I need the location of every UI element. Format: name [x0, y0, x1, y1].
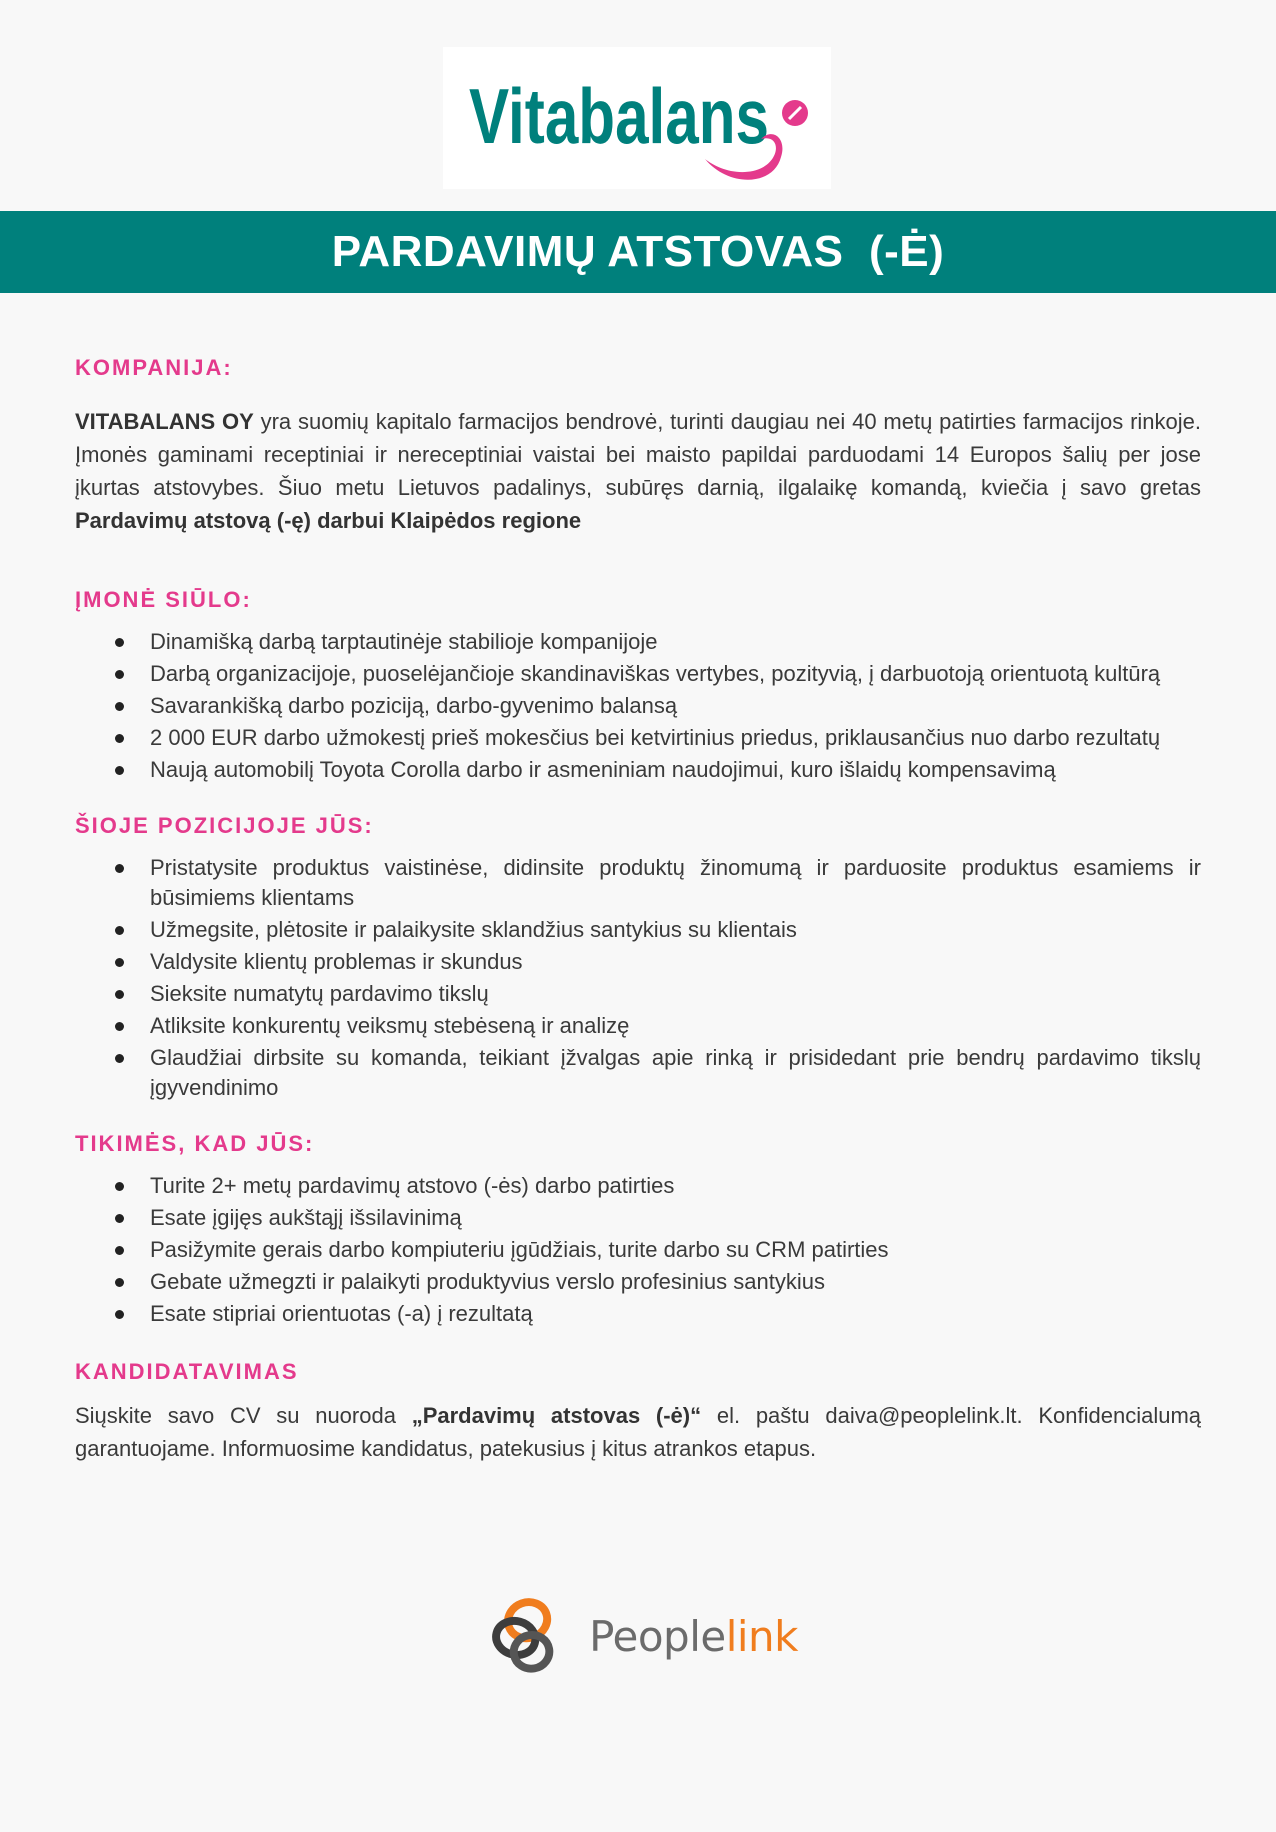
company-body: yra suomių kapitalo farmacijos bendrovė, turinti daugiau nei 40 metų patirties farmacijos rinkoje. Įmonės gaminami receptiniai ir nereceptiniai vaistai bei maisto papildai parduodami 14 Europos šalių per jose įkurtas atstovybes. Šiuo metu Lietuvos padalinys, subūręs darnią, ilgalaikę komandą, kviečia į savo gretas	[75, 409, 1201, 500]
company-heading: KOMPANIJA:	[75, 355, 233, 380]
bullet-icon	[115, 638, 124, 647]
title-banner	[0, 211, 1276, 293]
offers-list	[75, 627, 1201, 785]
bullet-icon	[115, 766, 124, 775]
peoplelink-logo-icon	[488, 1594, 567, 1678]
position-list	[75, 853, 1201, 1103]
list-item: Valdysite klientų problemas ir skundus	[75, 947, 1201, 977]
bullet-icon	[115, 734, 124, 743]
bullet-icon	[115, 702, 124, 711]
bullet-icon	[115, 990, 124, 999]
list-item: Sieksite numatytų pardavimo tikslų	[75, 979, 1201, 1009]
vitabalans-logo-icon	[443, 47, 831, 189]
list-item: Dinamišką darbą tarptautinėje stabilioje kompanijoje	[75, 627, 1201, 657]
logo-wordmark: Vitabalans	[469, 72, 769, 160]
bullet-icon	[115, 864, 124, 873]
bullet-icon	[115, 1214, 124, 1223]
company-description	[75, 405, 1201, 537]
vitabalans-logo	[443, 47, 831, 189]
list-item: 2 000 EUR darbo užmokestį prieš mokesčius bei ketvirtinius priedus, priklausančius nuo darbo rezultatų	[75, 723, 1201, 753]
peoplelink-logo	[488, 1593, 798, 1679]
expect-list	[75, 1171, 1201, 1329]
position-title-bold: Pardavimų atstovą (-ę) darbui Klaipėdos regione	[75, 508, 582, 533]
job-ad-content	[75, 355, 1201, 1465]
list-item: Naują automobilį Toyota Corolla darbo ir asmeniniam naudojimui, kuro išlaidų kompensavimą	[75, 755, 1201, 785]
list-item: Esate įgijęs aukštąjį išsilavinimą	[75, 1203, 1201, 1233]
page-title: PARDAVIMŲ ATSTOVAS (-Ė)	[331, 227, 945, 276]
bullet-icon	[115, 1182, 124, 1191]
peoplelink-wordmark: Peoplelink	[589, 1611, 798, 1661]
list-item: Pasižymite gerais darbo kompiuteriu įgūdžiais, turite darbo su CRM patirties	[75, 1235, 1201, 1265]
position-heading: ŠIOJE POZICIJOJE JŪS:	[75, 813, 374, 838]
list-item: Gebate užmegzti ir palaikyti produktyvius verslo profesinius santykius	[75, 1267, 1201, 1297]
list-item: Turite 2+ metų pardavimų atstovo (-ės) darbo patirties	[75, 1171, 1201, 1201]
company-name-bold: VITABALANS OY	[75, 409, 254, 434]
bullet-icon	[115, 1022, 124, 1031]
bullet-icon	[115, 670, 124, 679]
list-item: Savarankišką darbo poziciją, darbo-gyvenimo balansą	[75, 691, 1201, 721]
list-item: Darbą organizacijoje, puoselėjančioje skandinaviškas vertybes, pozityvią, į darbuotoją orientuotą kultūrą	[75, 659, 1201, 689]
offers-heading: ĮMONĖ SIŪLO:	[75, 587, 252, 612]
list-item: Glaudžiai dirbsite su komanda, teikiant įžvalgas apie rinką ir prisidedant prie bendrų pardavimo tikslų įgyvendinimo	[75, 1043, 1201, 1103]
list-item: Atliksite konkurentų veiksmų stebėseną ir analizę	[75, 1011, 1201, 1041]
bullet-icon	[115, 1278, 124, 1287]
list-item: Užmegsite, plėtosite ir palaikysite sklandžius santykius su klientais	[75, 915, 1201, 945]
apply-heading: KANDIDATAVIMAS	[75, 1359, 299, 1384]
bullet-icon	[115, 1054, 124, 1063]
expect-heading: TIKIMĖS, KAD JŪS:	[75, 1131, 315, 1156]
apply-instructions: Siųskite savo CV su nuoroda „Pardavimų atstovas (-ė)“ el. paštu daiva@peoplelink.lt. Konfidencialumą garantuojame. Informuosime kandidatus, patekusius į kitus atrankos etapus.	[75, 1403, 1201, 1461]
apply-reference-bold: „Pardavimų atstovas (-ė)“	[411, 1403, 702, 1428]
bullet-icon	[115, 1246, 124, 1255]
bullet-icon	[115, 1310, 124, 1319]
bullet-icon	[115, 958, 124, 967]
bullet-icon	[115, 926, 124, 935]
list-item: Pristatysite produktus vaistinėse, didinsite produktų žinomumą ir parduosite produktus esamiems ir būsimiems klientams	[75, 853, 1201, 913]
contact-email[interactable]: daiva@peoplelink.lt	[825, 1403, 1017, 1428]
list-item: Esate stipriai orientuotas (-a) į rezultatą	[75, 1299, 1201, 1329]
